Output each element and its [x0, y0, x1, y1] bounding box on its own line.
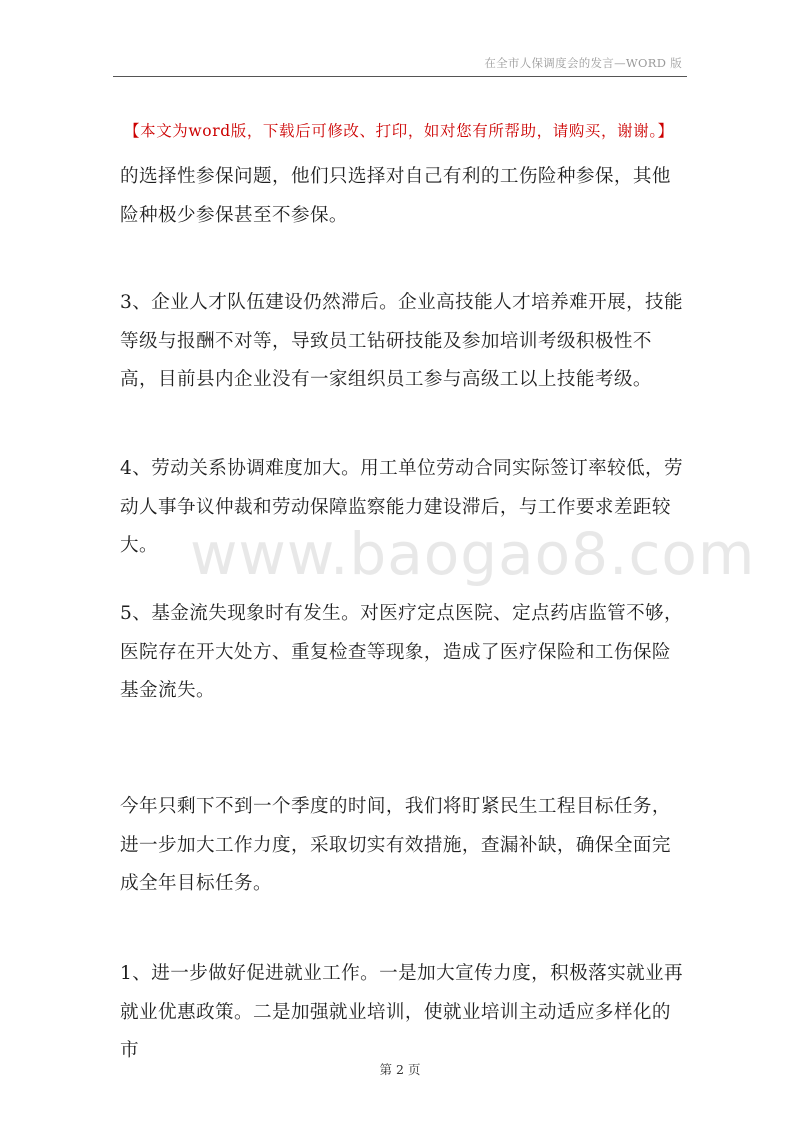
paragraph-3: 4、劳动关系协调难度加大。用工单位劳动合同实际签订率较低，劳动人事争议仲裁和劳动保障监察能力建设滞后，与工作要求差距较大。 — [120, 458, 684, 556]
header-rule — [113, 76, 687, 77]
paragraph-6: 1、进一步做好促进就业工作。一是加大宣传力度，积极落实就业再就业优惠政策。二是加强就业培训，使就业培训主动适应多样化的市 — [120, 963, 684, 1061]
header-title: 在全市人保调度会的发言—WORD 版 — [484, 56, 682, 70]
paragraph-4: 5、基金流失现象时有发生。对医疗定点医院、定点药店监管不够，医院存在开大处方、重复检查等现象，造成了医疗保险和工伤保险基金流失。 — [120, 603, 684, 701]
paragraph-1: 的选择性参保问题，他们只选择对自己有利的工伤险种参保，其他险种极少参保甚至不参保。 — [120, 166, 671, 226]
paragraph-5: 今年只剩下不到一个季度的时间，我们将盯紧民生工程目标任务，进一步加大工作力度，采取切实有效措施，查漏补缺，确保全面完成全年目标任务。 — [120, 796, 671, 894]
watermark: www.baogao8.com — [190, 520, 756, 588]
paragraph-2: 3、企业人才队伍建设仍然滞后。企业高技能人才培养难开展，技能等级与报酬不对等，导致员工钻研技能及参加培训考级积极性不高，目前县内企业没有一家组织员工参与高级工以上技能考级。 — [120, 292, 684, 390]
purchase-notice: 【本文为word版，下载后可修改、打印，如对您有所帮助，请购买，谢谢。】 — [124, 122, 674, 140]
page-number: 第 2 页 — [379, 1062, 421, 1077]
